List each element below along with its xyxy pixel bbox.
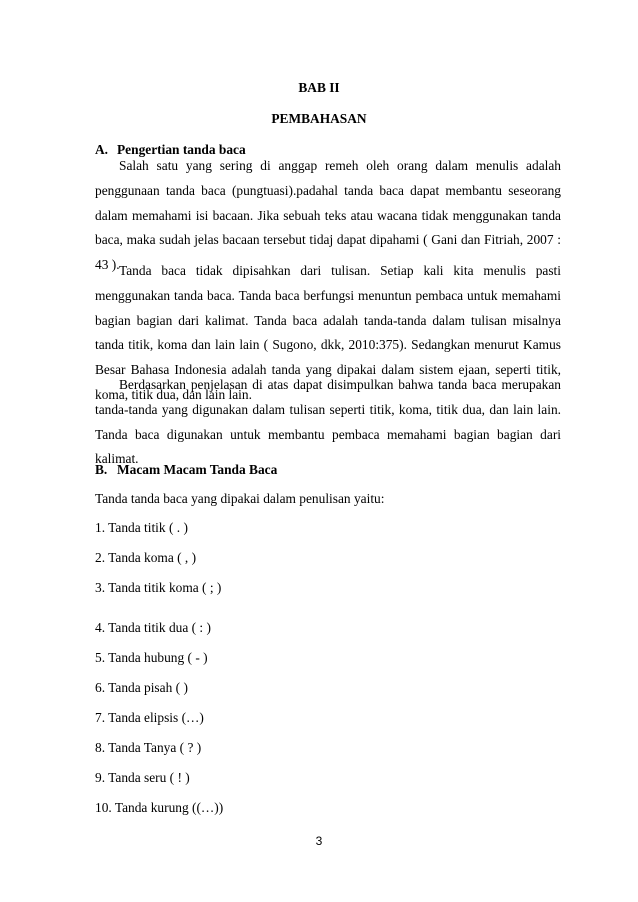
list-item: 2. Tanda koma ( , ): [95, 550, 197, 565]
paragraph-1: Salah satu yang sering di anggap remeh oleh orang dalam menulis adalah penggunaan tanda baca (pungtuasi).padahal tanda baca dapat membantu seseorang dalam memahami isi bacaan. Jika sebuah teks atau wacana tidak menggunakan tanda baca, maka sudah jelas bacaan tersebut tidaj dapat dipahami ( Gani dan Fitriah, 2007 : 43 ).: [95, 158, 561, 273]
page-number: 3: [315, 834, 323, 848]
section-b-intro: Tanda tanda baca yang dipakai dalam penulisan yaitu:: [95, 491, 385, 506]
section-b-heading: [95, 462, 277, 478]
list-item: 3. Tanda titik koma ( ; ): [95, 580, 222, 595]
section-a-number: A.: [95, 142, 109, 157]
list-item: 5. Tanda hubung ( - ): [95, 650, 208, 665]
list-item: 8. Tanda Tanya ( ? ): [95, 740, 202, 755]
list-item: 1. Tanda titik ( . ): [95, 520, 188, 535]
list-item: 10. Tanda kurung ((…)): [95, 800, 224, 815]
chapter-label: BAB II: [298, 80, 340, 95]
paragraph-2: Tanda baca tidak dipisahkan dari tulisan. Setiap kali kita menulis pasti menggunakan tanda baca. Tanda baca berfungsi menuntun pembaca untuk memahami bagian bagian dari kalimat. Tanda baca adalah tanda-tanda dalam tulisan misalnya tanda titik, koma dan lain lain ( Sugono, dkk, 2010:375). Sedangkan menurut Kamus Besar Bahasa Indonesia adalah tanda yang dipakai dalam sistem ejaan, seperti titik, koma, titik dua, dan lain lain.: [95, 263, 561, 402]
list-item: 4. Tanda titik dua ( : ): [95, 620, 211, 635]
chapter-title: PEMBAHASAN: [271, 111, 367, 126]
section-a-title: Pengertian tanda baca: [117, 142, 246, 157]
section-b-number: B.: [95, 462, 108, 477]
list-item: 9. Tanda seru ( ! ): [95, 770, 190, 785]
section-b-title: Macam Macam Tanda Baca: [117, 462, 278, 477]
paragraph-3: Berdasarkan penjelasan di atas dapat disimpulkan bahwa tanda baca merupakan tanda-tanda yang digunakan dalam tulisan seperti titik, koma, titik dua, dan lain lain. Tanda baca digunakan untuk membantu pembaca memahami bagian bagian dari kalimat.: [95, 377, 561, 467]
list-item: 6. Tanda pisah ( ): [95, 680, 188, 695]
list-item: 7. Tanda elipsis (…): [95, 710, 204, 725]
